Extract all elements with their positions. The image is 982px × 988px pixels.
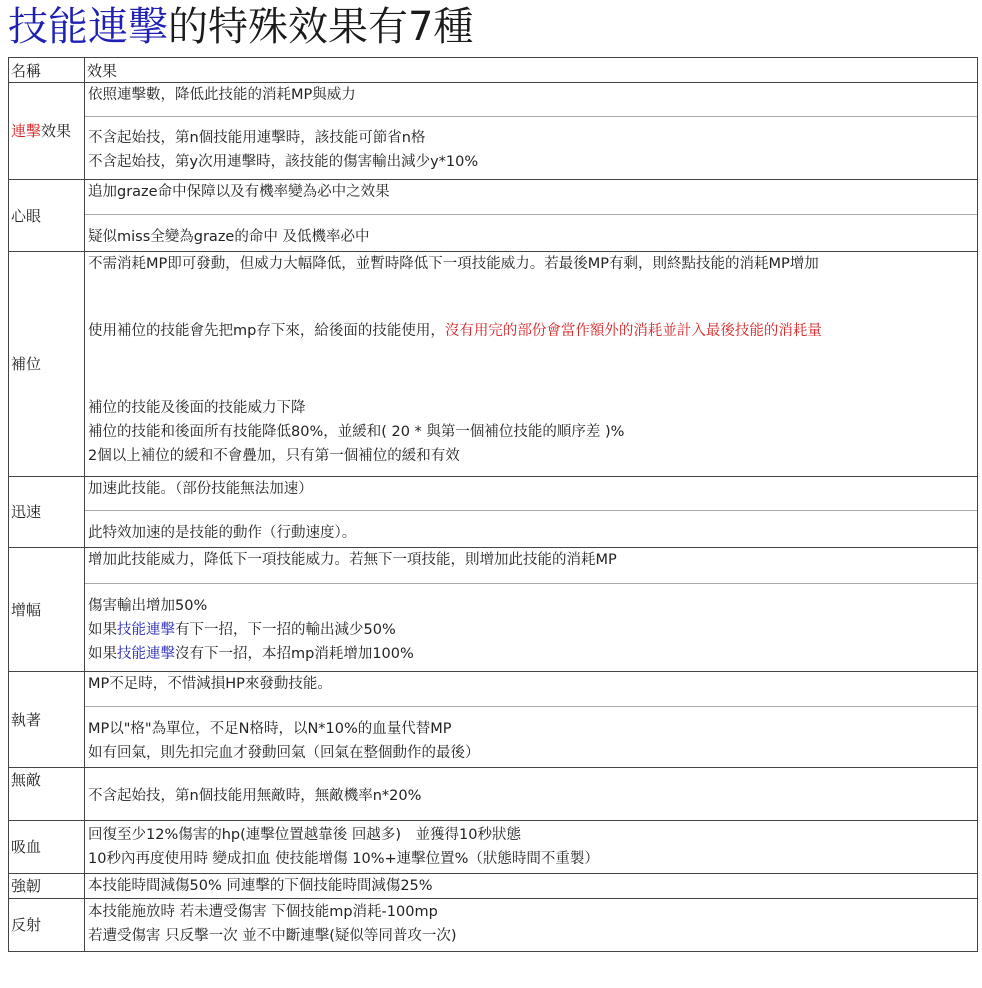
row-name-xinyan: 心眼 [9,180,85,252]
table-row [9,252,978,477]
effect-summary: 加速此技能。（部份技能無法加速） [88,481,313,497]
name-rest: 效果 [41,122,72,140]
effect-detail: 傷害輸出增加50% 如果技能連擊有下一招，下一招的輸出減少50% 如果技能連擊沒有下一招，本招mp消耗增加100% [85,583,977,666]
table-row [9,768,978,821]
table-row [9,874,978,899]
row-effect-buwei [85,252,978,477]
row-effect-xixue [85,821,978,874]
table-header-row [9,58,978,83]
table-row [9,477,978,548]
header-effect: 效果 [85,58,978,83]
effect-detail: MP以"格"為單位，不足N格時，以N*10%的血量代替MP 如有回氣，則先扣完血才發動回氣（回氣在整個動作的最後） [85,706,977,765]
row-effect-zhizhu [85,672,978,768]
title-highlight: 技能連擊 [8,4,168,50]
row-name-fanshe: 反射 [9,899,85,952]
row-name-buwei: 補位 [9,252,85,477]
effect-detail: 疑似miss全變為graze的命中 及低機率必中 [85,214,977,249]
effect-detail-2: 補位的技能及後面的技能威力下降 補位的技能和後面所有技能降低80%，並緩和( 20 * 與第一個補位技能的順序差 )% 2個以上補位的緩和不會疊加，只有第一個補位的緩和有效 [88,400,625,464]
table-row [9,548,978,672]
effect-summary: 本技能施放時 若未遭受傷害 下個技能mp消耗-100mp 若遭受傷害 只反擊一次 並不中斷連擊(疑似等同普攻一次) [88,904,457,944]
row-effect-xunsu [85,477,978,548]
name-red: 連擊 [11,122,42,140]
title-rest: 的特殊效果有7種 [168,4,474,50]
effect-summary: 回復至少12%傷害的hp(連擊位置越靠後 回越多) 並獲得10秒狀態 10秒內再度使用時 變成扣血 使技能增傷 10%+連擊位置%（狀態時間不重製） [88,827,599,867]
table-row [9,83,978,180]
table-row [9,899,978,952]
effects-table [8,57,978,952]
effect-summary: MP不足時，不惜減損HP來發動技能。 [88,676,332,692]
row-effect-lianji [85,83,978,180]
row-name-wudi: 無敵 [9,768,85,821]
effect-summary: 不需消耗MP即可發動，但威力大幅降低，並暫時降低下一項技能威力。若最後MP有剩，則終點技能的消耗MP增加 [88,256,819,272]
row-name-lianji [9,83,85,180]
skill-link-text: 技能連擊 [117,646,175,662]
row-name-xixue: 吸血 [9,821,85,874]
table-row [9,821,978,874]
row-name-xunsu: 迅速 [9,477,85,548]
table-row [9,180,978,252]
effect-summary: 本技能時間減傷50% 同連擊的下個技能時間減傷25% [88,878,433,894]
effect-summary: 增加此技能威力，降低下一項技能威力。若無下一項技能，則增加此技能的消耗MP [88,552,617,568]
skill-link-text: 技能連擊 [117,622,175,638]
row-effect-xinyan [85,180,978,252]
effect-summary: 依照連擊數，降低此技能的消耗MP與威力 [88,87,356,103]
row-effect-fanshe [85,899,978,952]
header-name: 名稱 [9,58,85,83]
effect-summary: 追加graze命中保障以及有機率變為必中之效果 [88,184,390,200]
row-effect-wudi [85,768,978,821]
effect-detail: 不含起始技，第n個技能用連擊時，該技能可節省n格 不含起始技，第y次用連擊時，該技能的傷害輸出減少y*10% [85,116,977,174]
table-row [9,672,978,768]
row-name-qiangren: 強韌 [9,874,85,899]
row-name-zengfu: 增幅 [9,548,85,672]
row-effect-zengfu [85,548,978,672]
effect-detail-1: 使用補位的技能會先把mp存下來，給後面的技能使用，沒有用完的部份會當作額外的消耗並計入最後技能的消耗量 [88,323,822,339]
row-name-zhizhu: 執著 [9,672,85,768]
effect-detail: 此特效加速的是技能的動作（行動速度）。 [85,510,977,545]
row-effect-qiangren [85,874,978,899]
effect-summary: 不含起始技，第n個技能用無敵時，無敵機率n*20% [88,788,422,804]
page-title [8,0,473,54]
